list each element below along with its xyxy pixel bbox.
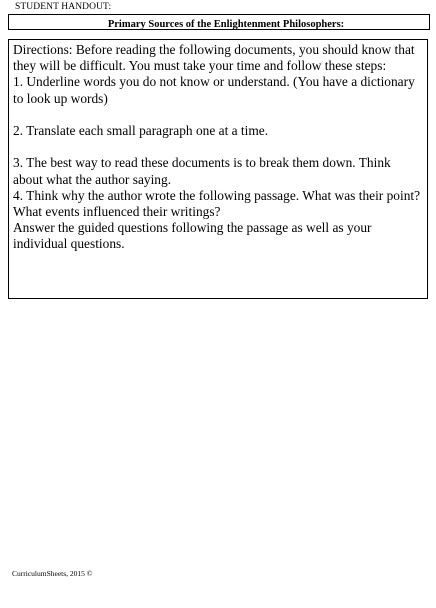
directions-box <box>8 39 428 299</box>
directions-step-2: 2. Translate each small paragraph one at a time. <box>13 123 269 138</box>
directions-closing: Answer the guided questions following the passage as well as your individual questions. <box>13 220 372 252</box>
directions-content <box>13 42 423 253</box>
directions-step-4: 4. Think why the author wrote the following passage. What was their point? What events influenced their writings? <box>13 187 421 219</box>
directions-intro: Directions: Before reading the following documents, you should know that they will be difficult. You must take your time and follow these steps: <box>13 42 415 74</box>
title-divider <box>8 14 430 15</box>
spacer <box>13 107 423 123</box>
title-bar <box>8 14 430 30</box>
handout-label: STUDENT HANDOUT: <box>15 2 112 12</box>
copyright-footer: CurriculumSheets, 2015 © <box>12 569 93 578</box>
spacer <box>13 139 423 155</box>
directions-step-1: 1. Underline words you do not know or understand. (You have a dictionary to look up words) <box>13 74 415 106</box>
directions-step-3: 3. The best way to read these documents is to break them down. Think about what the author saying. <box>13 155 391 187</box>
page-title: Primary Sources of the Enlightenment Philosophers: <box>107 19 345 30</box>
